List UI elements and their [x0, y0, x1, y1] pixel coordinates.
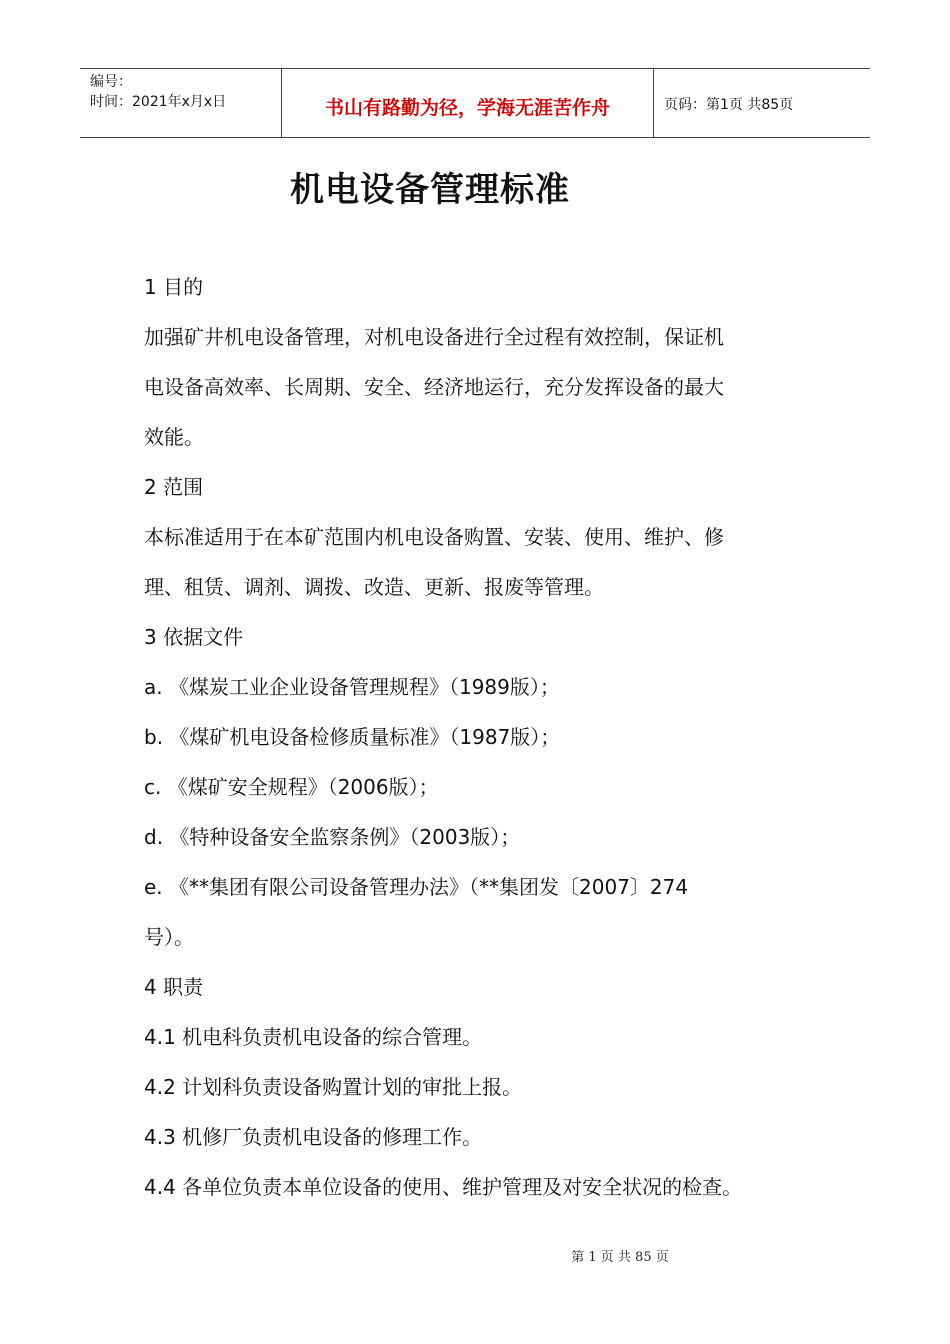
- reference-item: a. 《煤炭工业企业设备管理规程》（1989版）；: [144, 675, 560, 699]
- document-date: 时间：2021年x月x日: [90, 94, 227, 110]
- document-number-label: 编号：: [90, 74, 132, 90]
- responsibility-item: 4.4 各单位负责本单位设备的使用、维护管理及对安全状况的检查。: [144, 1175, 743, 1199]
- reference-item-continued: 号）。: [144, 925, 194, 949]
- section-heading: 2 范围: [144, 475, 204, 499]
- page-footer: 第 1 页 共 85 页: [571, 1250, 669, 1265]
- reference-item: e. 《**集团有限公司设备管理办法》（**集团发〔2007〕274: [144, 875, 689, 899]
- reference-item: b. 《煤矿机电设备检修质量标准》（1987版）；: [144, 725, 561, 749]
- responsibility-item: 4.2 计划科负责设备购置计划的审批上报。: [144, 1075, 523, 1099]
- header-page-info: 页码：第1页 共85页: [664, 97, 794, 113]
- document-title: 机电设备管理标准: [290, 170, 570, 210]
- section-heading: 3 依据文件: [144, 625, 244, 649]
- responsibility-item: 4.1 机电科负责机电设备的综合管理。: [144, 1025, 483, 1049]
- reference-item: d. 《特种设备安全监察条例》（2003版）；: [144, 825, 521, 849]
- section-heading: 4 职责: [144, 975, 204, 999]
- document-header: [80, 68, 870, 138]
- body-line: 电设备高效率、长周期、安全、经济地运行，充分发挥设备的最大: [144, 375, 724, 399]
- header-meta: [80, 69, 281, 137]
- document-body: [144, 262, 824, 1212]
- header-motto: 书山有路勤为径，学海无涯苦作舟: [281, 69, 654, 137]
- body-line: 理、租赁、调剂、调拨、改造、更新、报废等管理。: [144, 575, 604, 599]
- body-line: 本标准适用于在本矿范围内机电设备购置、安装、使用、维护、修: [144, 525, 724, 549]
- section-heading: 1 目的: [144, 275, 204, 299]
- reference-item: c. 《煤矿安全规程》（2006版）；: [144, 775, 439, 799]
- body-line: 加强矿井机电设备管理，对机电设备进行全过程有效控制，保证机: [144, 325, 724, 349]
- responsibility-item: 4.3 机修厂负责机电设备的修理工作。: [144, 1125, 483, 1149]
- body-line: 效能。: [144, 425, 204, 449]
